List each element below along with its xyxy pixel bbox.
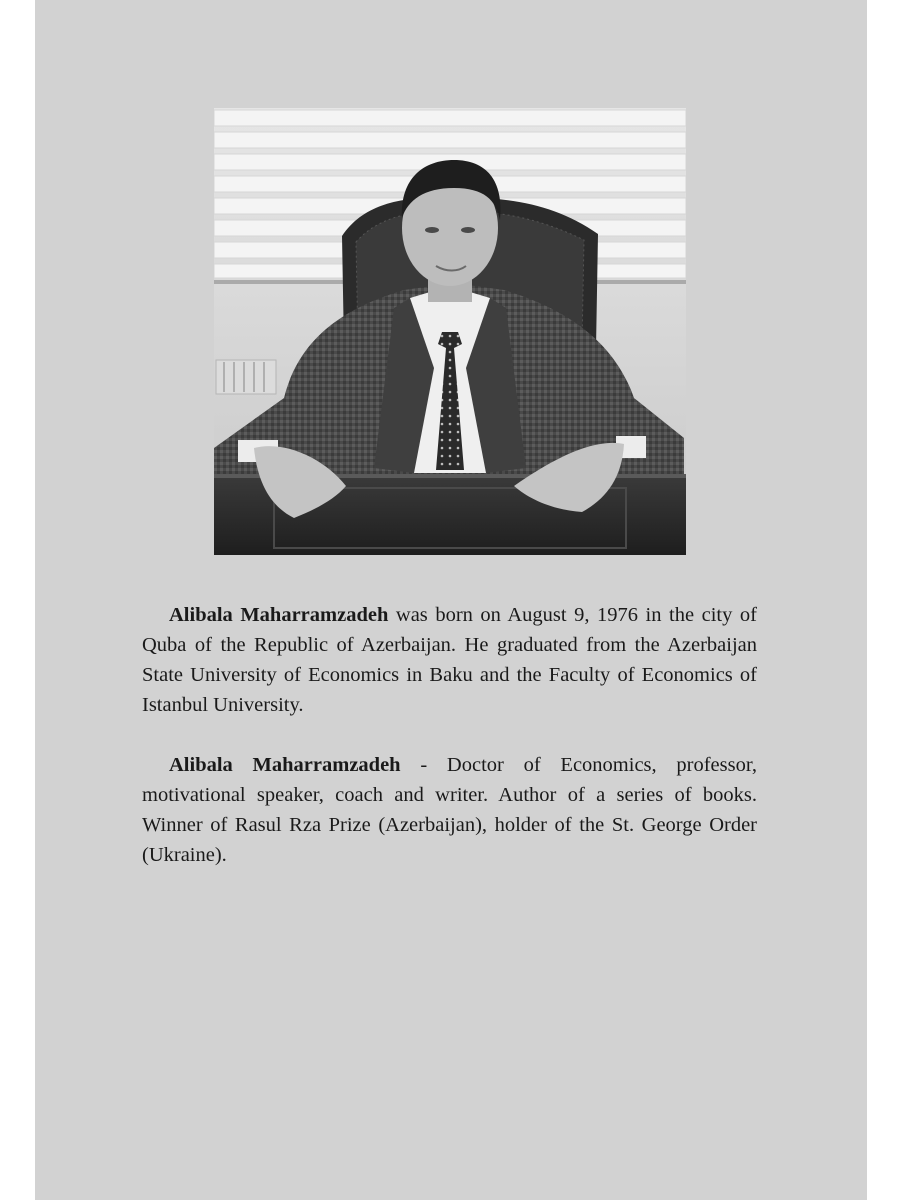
author-name: Alibala Maharramzadeh xyxy=(169,754,401,776)
author-portrait-photo xyxy=(214,108,686,555)
bio-paragraph-2 xyxy=(142,750,757,870)
bio-text-1: was born on August 9, 1976 in the city of Quba of the Republic of Azerbaijan. He graduated from the Azerbaijan State University of Economics in Baku and the Faculty of Economics of Istanbul University. xyxy=(142,604,757,716)
portrait-photo-icon xyxy=(214,108,686,555)
page xyxy=(35,0,867,1200)
author-name: Alibala Maharramzadeh xyxy=(169,604,389,626)
author-biography xyxy=(142,600,757,900)
bio-text-2: - Doctor of Economics, professor, motivational speaker, coach and writer. Author of a series of books. Winner of Rasul Rza Prize (Azerbaijan), holder of the St. George Order (Ukraine). xyxy=(142,754,757,866)
bio-paragraph-1 xyxy=(142,600,757,720)
